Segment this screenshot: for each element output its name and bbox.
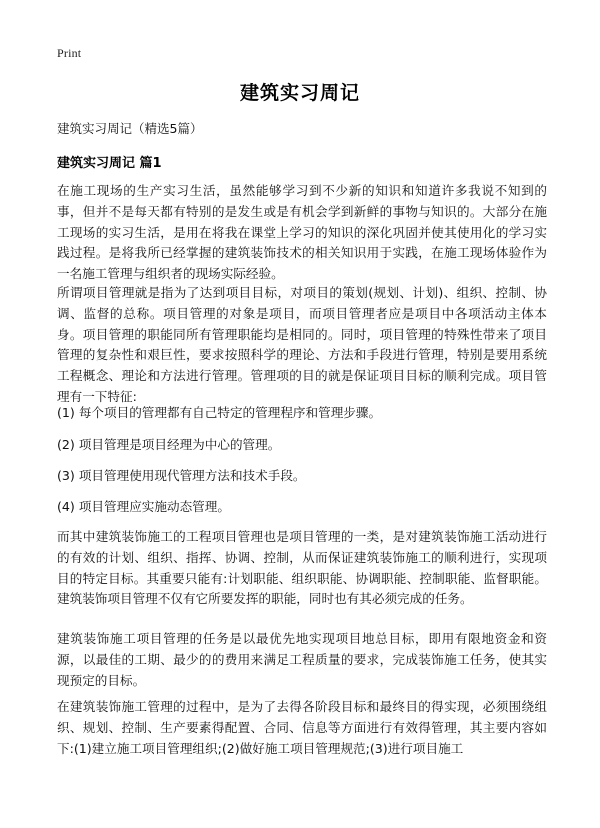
paragraph-management-content: 在建筑装饰施工管理的过程中，是为了去得各阶段目标和最终目的得实现，必须围绕组织、规划、控制、生产要素得配置、合同、信息等方面进行有效得管理，其主要内容如下:(1)建立施工项目管理组织;(2)做好施工项目管理规范;(3)进行项目施工 xyxy=(57,699,547,756)
document-subtitle: 建筑实习周记（精选5篇） xyxy=(57,121,203,136)
section-heading: 建筑实习周记 篇1 xyxy=(57,156,162,171)
list-item: (3) 项目管理使用现代管理方法和技术手段。 xyxy=(57,468,306,483)
paragraph-decoration-management: 而其中建筑装饰施工的工程项目管理也是项目管理的一类，是对建筑装饰施工活动进行的有效的计划、组织、指挥、协调、控制，从而保证建筑装饰施工的顺利进行，实现项目的特定目标。其重要只能有:计划职能、组织职能、协调职能、控制职能、监督职能。建筑装饰项目管理不仅有它所要发挥的职能，同时也有其必须完成的任务。 xyxy=(57,529,547,607)
paragraph-intro: 在施工现场的生产实习生活，虽然能够学习到不少新的知识和知道许多我说不知到的事，但并不是每天都有特别的是发生或是有机会学到新鲜的事物与知识的。大部分在施工现场的实习生活，是用在将我在课堂上学习的知识的深化巩固并使其使用化的学习实践过程。是将我所已经掌握的建筑装饰技术的相关知识用于实践，在施工现场体验作为一名施工管理与组织者的现场实际经验。 xyxy=(57,183,547,282)
list-item: (2) 项目管理是项目经理为中心的管理。 xyxy=(57,437,281,452)
paragraph-management-tasks: 建筑装饰施工项目管理的任务是以最优先地实现项目地总目标，即用有限地资金和资源，以最佳的工期、最少的的费用来满足工程质量的要求，完成装饰施工任务，使其实现预定的目标。 xyxy=(57,631,547,688)
list-item: (4) 项目管理应实施动态管理。 xyxy=(57,499,230,514)
print-label: Print xyxy=(57,46,82,60)
paragraph-project-management: 所谓项目管理就是指为了达到项目目标，对项目的策划(规划、计划)、组织、控制、协调、监督的总称。项目管理的对象是项目，而项目管理者应是项目中各项活动主体本身。项目管理的职能同所有管理职能均是相同的。同时，项目管理的特殊性带来了项目管理的复杂性和艰巨性，要求按照科学的理论、方法和手段进行管理，特别是要用系统工程概念、理论和方法进行管理。管理项的目的就是保证项目目标的顺利完成。项目管理有一下特征: xyxy=(57,285,547,404)
page-title: 建筑实习周记 xyxy=(239,82,360,104)
list-item: (1) 每个项目的管理都有自己特定的管理程序和管理步骤。 xyxy=(57,405,382,420)
